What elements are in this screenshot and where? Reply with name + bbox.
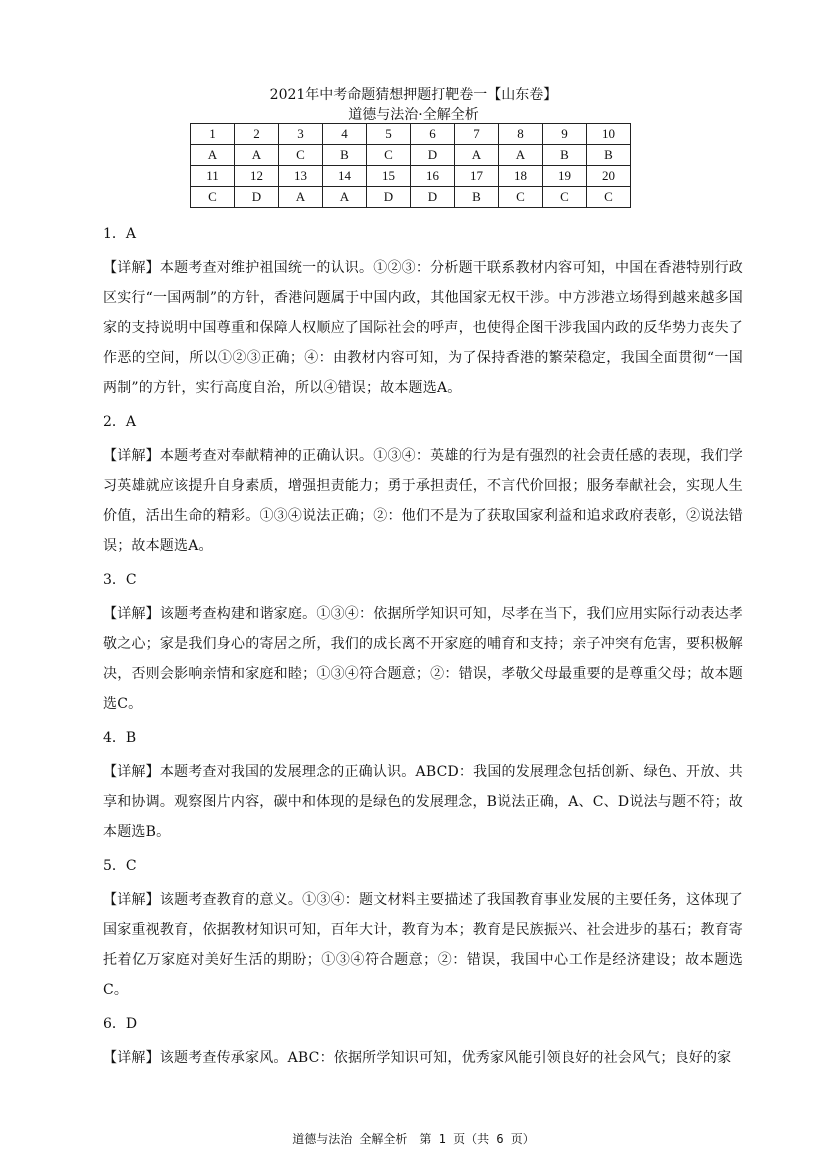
question-number: 3．C: [103, 572, 137, 588]
table-cell: 8: [499, 124, 543, 145]
question-number: 6．D: [103, 1016, 138, 1032]
explanation-text: 【详解】本题考查对奉献精神的正确认识。①③④：英雄的行为是有强烈的社会责任感的表现，我们学习英雄就应该提升自身素质，增强担责能力；勇于承担责任，不言代价回报；服务奉献社会，实现人生价值，活出生命的精彩。①③④说法正确；②：他们不是为了获取国家利益和追求政府表彰，②说法错误；故本题选A。: [103, 448, 743, 554]
table-cell: C: [499, 187, 543, 208]
table-cell: D: [235, 187, 279, 208]
table-row: [191, 166, 631, 187]
table-cell: D: [411, 187, 455, 208]
explanation-text: 【详解】该题考查教育的意义。①③④：题文材料主要描述了我国教育事业发展的主要任务，这体现了国家重视教育，依据教材知识可知，百年大计，教育为本；教育是民族振兴、社会进步的基石；教育寄托着亿万家庭对美好生活的期盼；①③④符合题意；②：错误，我国中心工作是经济建设；故本题选C。: [103, 892, 743, 998]
table-cell: C: [543, 187, 587, 208]
question-number: 2．A: [103, 414, 137, 430]
table-cell: 10: [587, 124, 631, 145]
answer-table: [190, 123, 631, 208]
table-row: [191, 124, 631, 145]
table-cell: B: [323, 145, 367, 166]
table-cell: 17: [455, 166, 499, 187]
table-cell: A: [235, 145, 279, 166]
table-cell: 6: [411, 124, 455, 145]
table-cell: A: [191, 145, 235, 166]
table-cell: 3: [279, 124, 323, 145]
table-cell: 7: [455, 124, 499, 145]
table-cell: B: [543, 145, 587, 166]
table-cell: 9: [543, 124, 587, 145]
table-cell: 14: [323, 166, 367, 187]
document-title: 2021年中考命题猜想押题打靶卷一【山东卷】: [269, 87, 558, 103]
table-cell: D: [367, 187, 411, 208]
question-number: 1．A: [103, 226, 137, 242]
table-row: [191, 145, 631, 166]
table-cell: 2: [235, 124, 279, 145]
explanation-text: 【详解】本题考查对我国的发展理念的正确认识。ABCD：我国的发展理念包括创新、绿色、开放、共享和协调。观察图片内容，碳中和体现的是绿色的发展理念，B说法正确，A、C、D说法与题不符；故本题选B。: [103, 764, 743, 840]
table-cell: 19: [543, 166, 587, 187]
table-cell: A: [455, 145, 499, 166]
page-footer: 道德与法治 全解全析 第 1 页（共 6 页）: [292, 1132, 535, 1146]
table-cell: 4: [323, 124, 367, 145]
table-cell: 5: [367, 124, 411, 145]
table-cell: 15: [367, 166, 411, 187]
table-cell: A: [499, 145, 543, 166]
document-subtitle: 道德与法治·全解全析: [348, 107, 479, 123]
table-cell: B: [587, 145, 631, 166]
table-cell: 20: [587, 166, 631, 187]
question-number: 4．B: [103, 730, 137, 746]
table-cell: C: [367, 145, 411, 166]
table-cell: C: [279, 145, 323, 166]
table-row: [191, 187, 631, 208]
table-cell: 13: [279, 166, 323, 187]
table-cell: B: [455, 187, 499, 208]
explanation-text: 【详解】本题考查对维护祖国统一的认识。①②③：分析题干联系教材内容可知，中国在香港特别行政区实行“一国两制”的方针，香港问题属于中国内政，其他国家无权干涉。中方涉港立场得到越来越多国家的支持说明中国尊重和保障人权顺应了国际社会的呼声，也使得企图干涉我国内政的反华势力丧失了作恶的空间，所以①②③正确；④：由教材内容可知，为了保持香港的繁荣稳定，我国全面贯彻“一国两制”的方针，实行高度自治，所以④错误；故本题选A。: [103, 260, 743, 396]
table-cell: 1: [191, 124, 235, 145]
table-cell: D: [411, 145, 455, 166]
explanation-text: 【详解】该题考查传承家风。ABC：依据所学知识可知，优秀家风能引领良好的社会风气；良好的家: [103, 1050, 732, 1066]
table-cell: 18: [499, 166, 543, 187]
table-cell: 12: [235, 166, 279, 187]
table-cell: A: [279, 187, 323, 208]
table-cell: 11: [191, 166, 235, 187]
table-cell: C: [587, 187, 631, 208]
table-cell: A: [323, 187, 367, 208]
explanations: [103, 223, 743, 1081]
explanation-text: 【详解】该题考查构建和谐家庭。①③④：依据所学知识可知，尽孝在当下，我们应用实际行动表达孝敬之心；家是我们身心的寄居之所，我们的成长离不开家庭的哺育和支持；亲子冲突有危害，要积极解决，否则会影响亲情和家庭和睦；①③④符合题意；②：错误，孝敬父母最重要的是尊重父母；故本题选C。: [103, 606, 743, 712]
table-cell: 16: [411, 166, 455, 187]
question-number: 5．C: [103, 858, 137, 874]
table-cell: C: [191, 187, 235, 208]
